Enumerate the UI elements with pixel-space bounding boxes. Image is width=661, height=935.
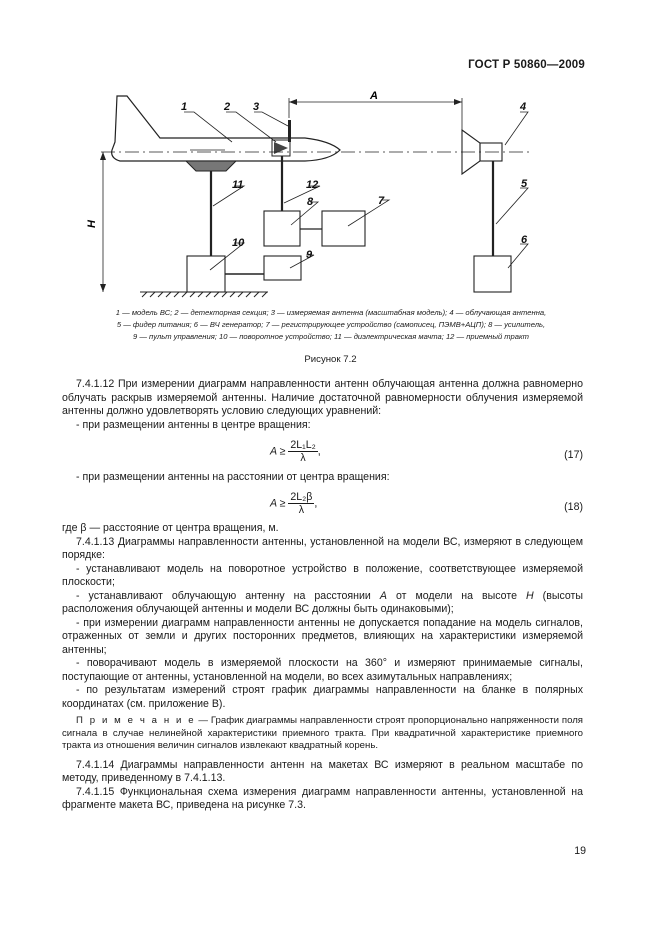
paragraph: - по результатам измерений строят график диаграммы направленности на бланке в полярных координатах (см. приложение В). <box>62 684 583 710</box>
label-4: 4 <box>520 101 527 113</box>
box-rotator <box>187 256 225 292</box>
paragraph: 7.4.1.15 Функциональная схема измерения диаграмм направленности антенны, установленной на фрагменте макета ВС, приведена на рисунке 7.3. <box>62 785 583 811</box>
formula-18 <box>270 491 317 516</box>
box-generator <box>474 256 511 292</box>
formula-lhs: A ≥ <box>270 497 286 510</box>
formula-numerator: 2L₂β <box>290 491 313 503</box>
formula-tail: , <box>314 497 318 510</box>
label-11: 11 <box>232 179 244 191</box>
paragraph: - при размещении антенны на расстоянии от центра вращения: <box>76 471 390 483</box>
label-12: 12 <box>306 179 319 191</box>
formula-tail: , <box>317 445 321 458</box>
ground-hatch <box>140 292 268 297</box>
label-9: 9 <box>306 249 313 261</box>
formula-numerator: 2L₁L₂ <box>290 439 316 451</box>
legend-line: 9 — пульт управления; 10 — поворотное устройство; 11 — диэлектрическая мачта; 12 — приемный тракт <box>133 332 529 341</box>
label-6: 6 <box>521 234 528 246</box>
box-control <box>264 256 301 280</box>
label-A: A <box>370 90 378 102</box>
paragraph: где β — расстояние от центра вращения, м. <box>62 522 279 534</box>
label-8: 8 <box>307 196 314 208</box>
paragraph-block <box>62 471 583 485</box>
label-3: 3 <box>253 101 260 113</box>
measurement-diagram <box>0 0 661 310</box>
figure-caption: Рисунок 7.2 <box>304 354 357 365</box>
paragraph: - при размещении антенны в центре вращения: <box>76 418 311 431</box>
page-number: 19 <box>574 845 586 857</box>
formula-17 <box>270 439 321 464</box>
paragraph: - поворачивают модель в измеряемой плоскости на 360° и измеряют принимаемые сигналы, поступающие от антенны, установленной на модели, во всех азимутальных направлениях; <box>62 657 583 683</box>
section-7-4-1-13 <box>62 522 583 813</box>
rotator-mount <box>186 161 236 171</box>
figure-legend <box>66 307 596 343</box>
measured-antenna <box>288 120 291 142</box>
paragraph: 7.4.1.13 Диаграммы направленности антенны, установленной на модели ВС, измеряют в следующем порядке: <box>62 535 583 561</box>
label-2: 2 <box>224 101 231 113</box>
label-1: 1 <box>181 101 188 113</box>
legend-line: 5 — фидер питания; 6 — ВЧ генератор; 7 — регистрирующее устройство (самописец, ПЭМВ+АЦП); 8 — усилитель, <box>116 320 546 329</box>
paragraph: - при измерении диаграмм направленности антенны не допускается попадание на модель сигналов, отраженных от земли и других посторонних предметов, влияющих на характеристики измеряемой антенны; <box>62 616 583 656</box>
box-amplifier <box>264 211 300 246</box>
label-H: H <box>86 220 98 228</box>
paragraph: 7.4.1.12 При измерении диаграмм направленности антенн облучающая антенна должна равномерно облучать раскрыв измеряемой антенны. Наличие достаточной равномерности облучения измеряемой антенны должно удовлетворять условию следующих уравнений: <box>62 378 583 417</box>
paragraph: - устанавливают облучающую антенну на расстоянии A от модели на высоте H (высоты расположения облучающей антенны и модели ВС должны быть одинаковыми); <box>62 589 583 615</box>
equation-number-18: (18) <box>564 501 583 513</box>
label-5: 5 <box>521 178 528 190</box>
paragraph: 7.4.1.14 Диаграммы направленности антенн на макетах ВС измеряют в реальном масштабе по методу, приведенному в 7.4.1.13. <box>62 758 583 784</box>
equation-number-17: (17) <box>564 449 583 461</box>
formula-denominator: λ <box>300 452 306 464</box>
section-7-4-1-12 <box>62 378 583 432</box>
paragraph: - устанавливают модель на поворотное устройство в положение, соответствующее измеряемой плоскости; <box>62 562 583 588</box>
formula-lhs: A ≥ <box>270 445 286 458</box>
note: П р и м е ч а н и е — График диаграммы направленности строят пропорционально напряженности поля сигнала в случае нелинейной характеристики приемного тракта. При квадратичной характеристике приемного тракта из отношения величин сигналов извлекают квадратный корень. <box>62 715 583 751</box>
box-recorder <box>322 211 365 246</box>
standard-header: ГОСТ Р 50860—2009 <box>468 59 585 71</box>
formula-denominator: λ <box>298 504 305 516</box>
label-10: 10 <box>232 237 245 249</box>
legend-line: 1 — модель ВС; 2 — детекторная секция; 3 — измеряемая антенна (масштабная модель); 4 — облучающая антенна, <box>115 308 547 317</box>
label-7: 7 <box>378 195 385 207</box>
